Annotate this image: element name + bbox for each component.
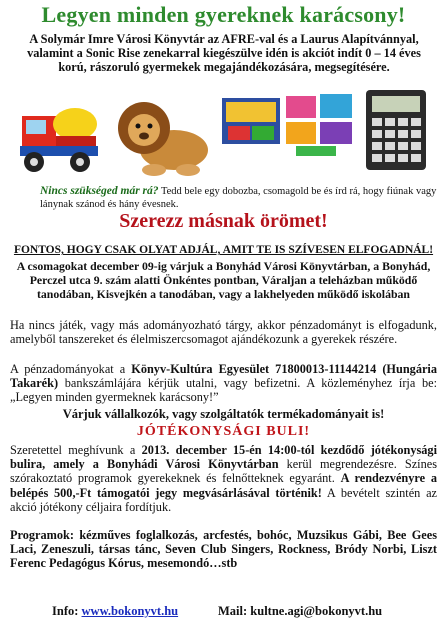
footer-mail	[218, 604, 382, 619]
plush-lion-icon	[114, 84, 210, 184]
footer-info	[52, 604, 178, 619]
caption	[40, 185, 440, 211]
caption-lead: Nincs szükséged már rá?	[40, 185, 159, 197]
intro-text: A Solymár Imre Városi Könyvtár az AFRE-val és a Laurus Alapítvánnyal, valamint a Sonic Rise zenekarral kiegészülve idén is akciót indít 0 – 14 éves korú, rászoruló gyermekek megajándékozására, megsegítésére.	[27, 32, 421, 74]
page-title: Legyen minden gyereknek karácsony!	[41, 2, 406, 27]
board-game-icon	[220, 84, 282, 184]
transfer-pre: A pénzadományokat a	[10, 362, 132, 376]
sponsors-text: Várjuk vállalkozók, vagy szolgáltatók termékadományait is!	[62, 407, 385, 421]
secondary-headline: Szerezz másnak örömet!	[119, 210, 328, 232]
image-strip	[20, 84, 430, 184]
info-label: Info:	[52, 604, 82, 618]
transfer-text	[10, 362, 437, 405]
toy-truck-icon	[20, 84, 98, 184]
transfer-post: bankszámlájára kérjük utalni, vagy befizetni. A közleményhez írja be: „Legyen minden gyermeknek karácsony!”	[10, 376, 437, 405]
mail-address[interactable]: kultne.agi@bokonyvt.hu	[250, 604, 383, 618]
books-icon	[284, 84, 354, 184]
books-image	[284, 84, 354, 184]
money-donation-text: Ha nincs játék, vagy más adományozható tárgy, akkor pénzadományt is elfogadunk, amelyből tanszereket és élelmiszercsomagot ajándékozunk a gyerekek részére.	[10, 318, 437, 347]
charity-party-heading: JÓTÉKONYSÁGI BULI!	[136, 424, 311, 439]
bank-account: Könyv-Kultúra Egyesület 71800013-11144214 (Hungária Takarék)	[10, 362, 437, 391]
programs-list: Programok: kézműves foglalkozás, arcfestés, bohóc, Muzsikus Gábi, Bee Gees Laci, Zeneszuli, társas tánc, Seven Club Singers, Rockness, Bródy Norbi, Liszt Ferenc Pedagógus Kórus, mesemondó…stb	[10, 528, 437, 571]
party-p1c: kerül megrendezésre. Színes szórakoztató programok gyerekeknek és felnőtteknek egyaránt.	[10, 457, 437, 486]
website-link[interactable]: www.bokonyvt.hu	[81, 604, 179, 618]
calculator-icon	[364, 84, 430, 184]
mail-label: Mail:	[218, 604, 251, 618]
party-ticket: A rendezvényre a belépés 500,-Ft támogatói jegy megvásárlásával történik!	[10, 471, 437, 500]
caption-text: Tedd bele egy dobozba, csomagold be és írd rá, hogy fiúnak vagy lánynak szánod és hány évesnek.	[40, 186, 437, 210]
collection-points: A csomagokat december 09-ig várjuk a Bonyhád Városi Könyvtárban, a Bonyhád, Perczel utca 9. szám alatti Önkéntes pontban, Váraljan a teleházban működő tanodában, Kisvejkén a tanodában, vagy a lakhelyeden működő iskolában	[16, 259, 431, 301]
party-invitation	[10, 443, 437, 514]
party-p1e: A bevételt szintén az akció jótékony céljaira fordítjuk.	[10, 485, 437, 514]
board-game-image	[220, 84, 282, 184]
calculator-image	[364, 84, 430, 184]
plush-lion-image	[114, 84, 210, 184]
party-date: 2013. december 15-én 14:00-tól kezdődő jótékonysági bulira, amely a Bonyhádi Városi Könyvtárban	[10, 443, 437, 472]
toy-truck-image	[20, 84, 98, 184]
party-p1: Szeretettel meghívunk a	[10, 443, 142, 457]
important-notice: FONTOS, HOGY CSAK OLYAT ADJÁL, AMIT TE IS SZÍVESEN ELFOGADNÁL!	[13, 244, 434, 256]
